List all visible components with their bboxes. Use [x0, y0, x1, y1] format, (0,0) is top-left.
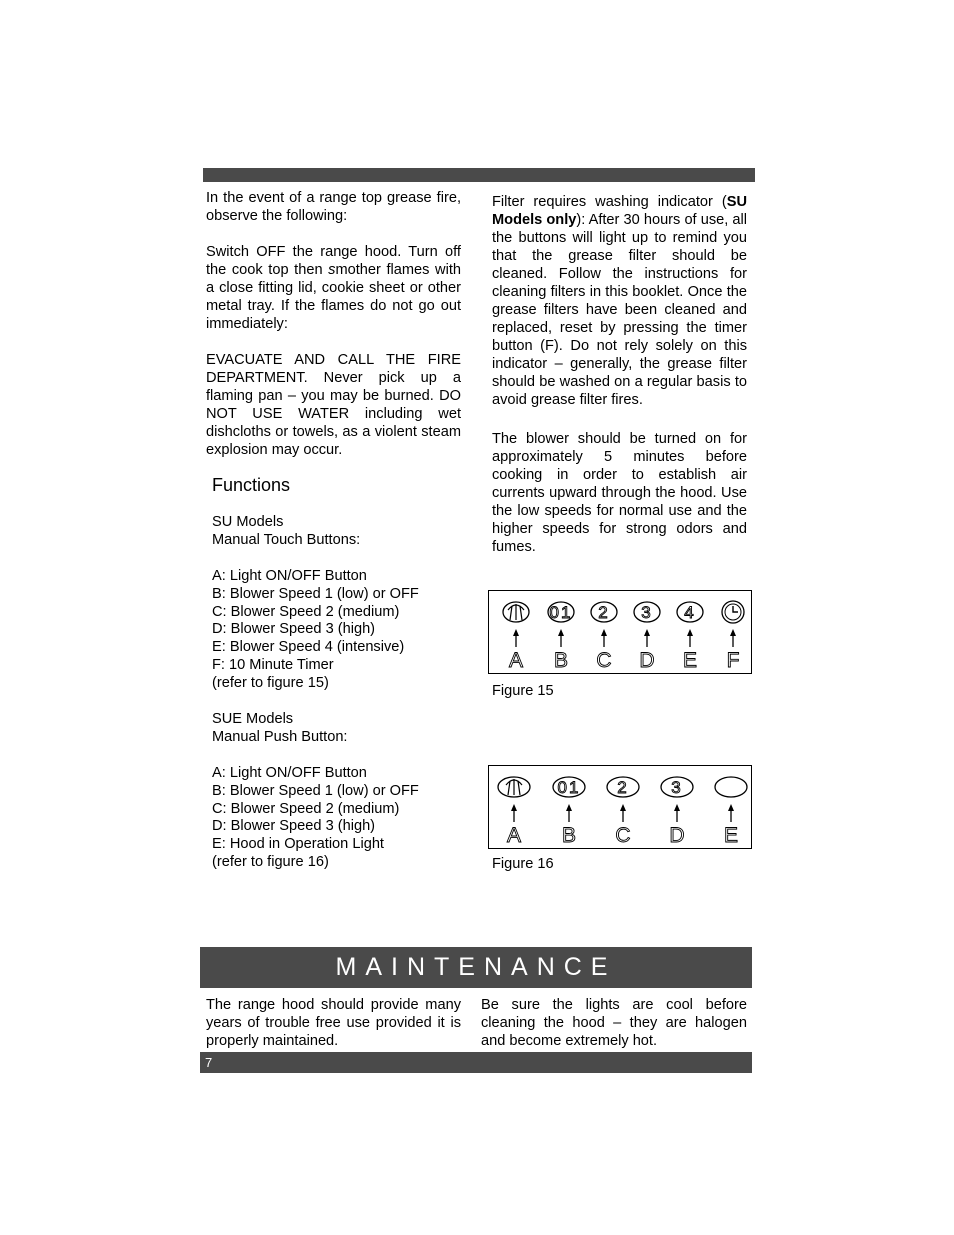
button-symbol: 3	[671, 778, 683, 797]
list-item: D: Blower Speed 3 (high)	[212, 818, 376, 835]
header-bar	[203, 168, 755, 182]
list-item: (refer to figure 16)	[212, 854, 329, 871]
switch-off-instruction: Switch OFF the range hood. Turn off the cook top then smother flames with a close fitting lid, cookie sheet or other metal tray. If the flames do not go out immediately:	[206, 244, 462, 332]
arrow-up-icon	[644, 629, 650, 636]
arrow-up-icon	[730, 629, 736, 636]
button-symbol: 01	[557, 778, 581, 797]
button-letter: F	[726, 649, 740, 672]
sue-heading: SUE Models	[212, 711, 294, 727]
arrow-up-icon	[513, 629, 519, 636]
list-item: F: 10 Minute Timer	[212, 657, 334, 674]
arrow-up-icon	[558, 629, 564, 636]
figure-16-panel	[489, 766, 751, 848]
panel-button	[677, 602, 703, 672]
panel-button	[607, 777, 639, 847]
sue-models-list	[212, 711, 419, 872]
button-letter: E	[682, 649, 698, 672]
arrow-up-icon	[601, 629, 607, 636]
arrow-up-icon	[620, 804, 626, 811]
button-symbol: 2	[617, 778, 629, 797]
su-heading: SU Models	[212, 514, 284, 530]
button-letter: A	[506, 824, 522, 847]
figure-15	[488, 590, 752, 674]
list-item: B: Blower Speed 1 (low) or OFF	[212, 585, 419, 602]
figure-15-caption: Figure 15	[492, 683, 554, 699]
light-icon	[506, 779, 522, 795]
button-outline	[715, 777, 747, 797]
panel-button	[715, 777, 747, 847]
figure-16	[488, 765, 752, 849]
figure-16-caption: Figure 16	[492, 856, 554, 872]
maintenance-left	[206, 996, 461, 1050]
right-column	[492, 193, 747, 556]
filter-indicator-text: Filter requires washing indicator (SU Models only): After 30 hours of use, all the buttons will light up to remind you that the grease filter should be cleaned. Follow the instructions for cleaning filters in this booklet. Once the grease filters have been cleaned and replaced, reset by pressing the timer button (F). Do not rely solely on this indicator – generally, the grease filter should be washed on a regular basis to avoid grease filter fires.	[492, 194, 747, 408]
functions-heading: Functions	[212, 475, 291, 495]
arrow-up-icon	[511, 804, 517, 811]
figure-15-panel	[489, 591, 751, 673]
button-symbol: 01	[549, 603, 573, 622]
list-item: A: Light ON/OFF Button	[212, 764, 367, 781]
maintenance-right-text: Be sure the lights are cool before cleaning the hood – they are halogen and become extremely hot.	[481, 997, 747, 1049]
list-item: E: Hood in Operation Light	[212, 836, 384, 853]
blower-usage-text: The blower should be turned on for approximately 5 minutes before cooking in order to establish air currents upward through the hood. Use the low speeds for normal use and the higher speeds for strong odors and fumes.	[492, 431, 747, 555]
su-models-list	[212, 514, 419, 693]
sue-subheading: Manual Push Button:	[212, 728, 348, 745]
maintenance-left-text: The range hood should provide many years of trouble free use provided it is properly maintained.	[206, 997, 461, 1049]
evacuate-warning: EVACUATE AND CALL THE FIRE DEPARTMENT. Never pick up a flaming pan – you may be burned. DO NOT USE WATER including wet dishcloths or towels, as a violent steam explosion may occur.	[206, 352, 461, 458]
button-letter: B	[561, 824, 577, 847]
footer-bar	[200, 1052, 752, 1073]
grease-fire-intro: In the event of a range top grease fire, observe the following:	[206, 190, 461, 224]
list-item: B: Blower Speed 1 (low) or OFF	[212, 782, 419, 799]
button-letter: D	[639, 649, 655, 672]
list-item: A: Light ON/OFF Button	[212, 567, 367, 584]
su-subheading: Manual Touch Buttons:	[212, 531, 361, 548]
button-letter: E	[723, 824, 739, 847]
list-item: D: Blower Speed 3 (high)	[212, 621, 376, 638]
button-letter: D	[669, 824, 685, 847]
maintenance-right	[481, 996, 747, 1050]
light-icon	[508, 604, 524, 620]
panel-button	[661, 777, 693, 847]
list-item: C: Blower Speed 2 (medium)	[212, 603, 400, 620]
panel-button	[553, 777, 585, 847]
arrow-up-icon	[674, 804, 680, 811]
button-letter: A	[508, 649, 524, 672]
panel-button	[591, 602, 617, 672]
arrow-up-icon	[728, 804, 734, 811]
button-symbol: 2	[598, 603, 610, 622]
panel-button	[722, 601, 744, 672]
left-column	[206, 189, 461, 459]
panel-button	[634, 602, 660, 672]
button-letter: B	[553, 649, 569, 672]
panel-button	[548, 602, 574, 672]
panel-button	[498, 777, 530, 847]
button-letter: C	[596, 649, 612, 672]
arrow-up-icon	[687, 629, 693, 636]
button-symbol: 4	[684, 603, 696, 622]
maintenance-heading: MAINTENANCE	[200, 947, 752, 988]
list-item: E: Blower Speed 4 (intensive)	[212, 639, 405, 656]
button-letter: C	[615, 824, 631, 847]
list-item: (refer to figure 15)	[212, 675, 329, 692]
list-item: C: Blower Speed 2 (medium)	[212, 800, 400, 817]
button-symbol: 3	[641, 603, 653, 622]
arrow-up-icon	[566, 804, 572, 811]
panel-button	[503, 602, 529, 672]
page-number: 7	[205, 1055, 213, 1070]
